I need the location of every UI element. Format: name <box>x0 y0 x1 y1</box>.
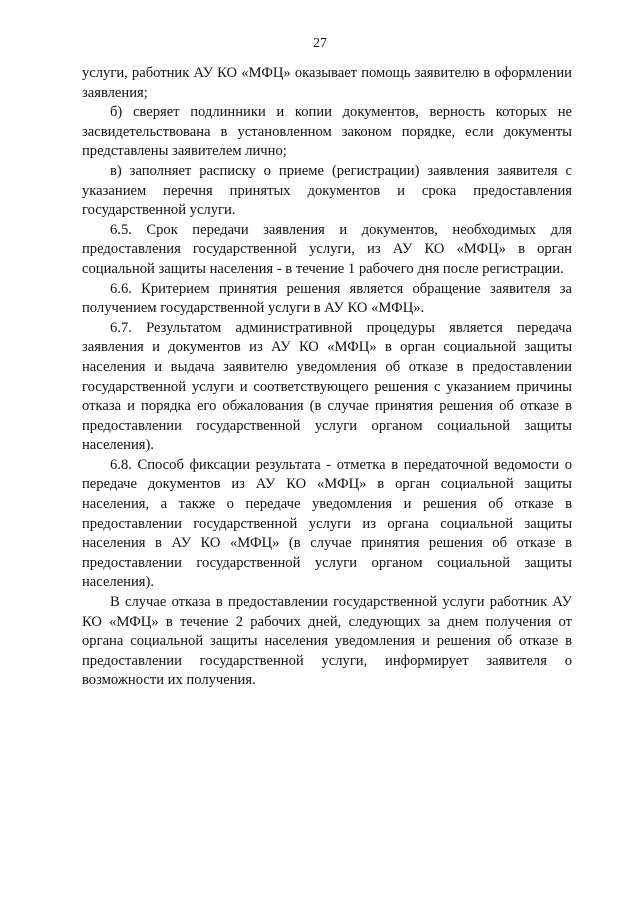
paragraph-item-v: в) заполняет расписку о приеме (регистрации) заявления заявителя с указанием перечня принятых документов и срока предоставления государственной услуги. <box>82 162 572 219</box>
paragraph-refusal: В случае отказа в предоставлении государственной услуги работник АУ КО «МФЦ» в течение 2 рабочих дней, следующих за днем получения от органа социальной защиты населения уведомления и решения об отказе в предоставлении государственной услуги, информирует заявителя о возможности их получения. <box>82 594 572 689</box>
paragraph-6-8: 6.8. Способ фиксации результата - отметка в передаточной ведомости о передаче документов из АУ КО «МФЦ» в орган социальной защиты населения, а также о передаче уведомления и решения об отказе в предоставлении государственной услуги из органа социальной защиты населения в АУ КО «МФЦ» (в случае принятия решения об отказе в предоставлении государственной услуги органом социальной защиты населения). <box>82 456 572 591</box>
document-body <box>82 64 572 691</box>
page-number: 27 <box>313 36 327 51</box>
paragraph-6-7: 6.7. Результатом административной процедуры является передача заявления и документов из АУ КО «МФЦ» в орган социальной защиты населения и выдача заявителю уведомления об отказе в предоставлении государственной услуги и соответствующего решения с указанием причины отказа и порядка его обжалования (в случае принятия решения об отказе в предоставлении государственной услуги органом социальной защиты населения). <box>82 319 572 454</box>
paragraph-6-5: 6.5. Срок передачи заявления и документов, необходимых для предоставления государственной услуги, из АУ КО «МФЦ» в орган социальной защиты населения - в течение 1 рабочего дня после регистрации. <box>82 221 572 277</box>
paragraph-item-b: б) сверяет подлинники и копии документов, верность которых не засвидетельствована в установленном законом порядке, если документы представлены заявителем лично; <box>82 104 572 160</box>
paragraph-continuation: услуги, работник АУ КО «МФЦ» оказывает помощь заявителю в оформлении заявления; <box>82 65 572 101</box>
paragraph-6-6: 6.6. Критерием принятия решения является обращение заявителя за получением государственной услуги в АУ КО «МФЦ». <box>82 280 572 317</box>
